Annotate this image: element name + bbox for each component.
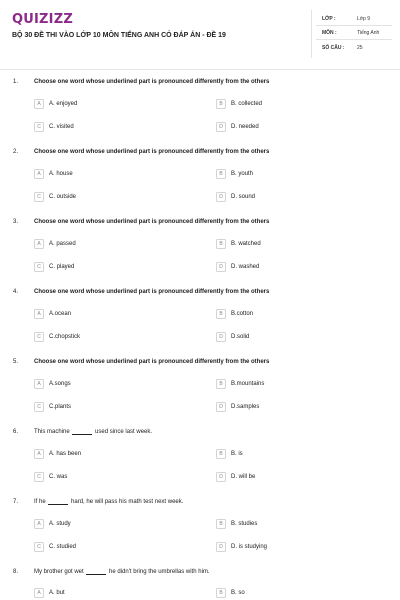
question-text: Choose one word whose underlined part is pronounced differently from the others	[34, 149, 270, 155]
option-letter: D	[216, 122, 226, 132]
option-text: B. is	[231, 450, 243, 457]
question-number: 6.	[13, 429, 19, 435]
option-letter: A	[34, 99, 44, 109]
answer-blank	[48, 499, 68, 505]
option-letter: B	[216, 309, 226, 319]
option-text: A. house	[49, 170, 73, 177]
meta-divider	[316, 39, 392, 40]
meta-subject-label: MÔN :	[322, 30, 337, 36]
meta-grade	[322, 16, 370, 22]
option-letter: B	[216, 239, 226, 249]
option-text: D. washed	[231, 263, 260, 270]
option-letter: B	[216, 169, 226, 179]
answer-blank	[86, 569, 106, 575]
option-letter: B	[216, 519, 226, 529]
option-text: D.samples	[231, 403, 260, 410]
option-letter: D	[216, 332, 226, 342]
question-text: Choose one word whose underlined part is pronounced differently from the others	[34, 359, 270, 365]
option-letter: A	[34, 309, 44, 319]
option-text: C. played	[49, 263, 75, 270]
option-text: B. studies	[231, 520, 258, 527]
option-text: C.chopstick	[49, 333, 81, 340]
question-number: 7.	[13, 499, 19, 505]
question-text: Choose one word whose underlined part is pronounced differently from the others	[34, 289, 270, 295]
option-text: B. watched	[231, 240, 261, 247]
option-text: C. visited	[49, 123, 74, 130]
option-letter: B	[216, 588, 226, 598]
question-text-before: If he	[34, 499, 46, 505]
option-letter: D	[216, 542, 226, 552]
option-text: C. outside	[49, 193, 77, 200]
option-letter: B	[216, 99, 226, 109]
question-number: 2.	[13, 149, 19, 155]
question-text: Choose one word whose underlined part is pronounced differently from the others	[34, 219, 270, 225]
option-text: D. needed	[231, 123, 259, 130]
meta-subject-value: Tiếng Anh	[357, 30, 380, 36]
option-letter: C	[34, 192, 44, 202]
meta-count-value: 25	[357, 45, 363, 51]
option-letter: A	[34, 588, 44, 598]
option-text: B. collected	[231, 100, 263, 107]
option-text: D.solid	[231, 333, 250, 340]
option-letter: C	[34, 262, 44, 272]
option-text: C. was	[49, 473, 68, 480]
quizizz-logo: QUIZIZZ	[12, 12, 73, 27]
option-text: D. sound	[231, 193, 256, 200]
question-text-before: This machine	[34, 429, 70, 435]
question-text-before: My brother got wet	[34, 569, 84, 575]
option-text: C.plants	[49, 403, 72, 410]
question-text	[34, 569, 210, 575]
worksheet-title: BỘ 30 ĐỀ THI VÀO LỚP 10 MÔN TIẾNG ANH CÓ ĐÁP ÁN - ĐỀ 19	[12, 32, 226, 39]
option-text: C. studied	[49, 543, 77, 550]
question-text-after: used since last week.	[95, 429, 153, 435]
meta-grade-label: LỚP :	[322, 16, 336, 22]
option-text: B. youth	[231, 170, 254, 177]
option-text: A.songs	[49, 380, 71, 387]
option-letter: B	[216, 379, 226, 389]
question-text	[34, 429, 152, 435]
meta-grade-value: Lớp 9	[357, 16, 371, 22]
question-text: Choose one word whose underlined part is pronounced differently from the others	[34, 79, 270, 85]
option-letter: A	[34, 239, 44, 249]
question-number: 1.	[13, 79, 19, 85]
option-letter: C	[34, 402, 44, 412]
question-text-after: hard, he will pass his math test next week.	[71, 499, 184, 505]
question-number: 4.	[13, 289, 19, 295]
question-number: 5.	[13, 359, 19, 365]
option-letter: A	[34, 519, 44, 529]
option-text: B.cotton	[231, 310, 254, 317]
meta-count	[322, 45, 363, 51]
option-letter: D	[216, 472, 226, 482]
answer-blank	[72, 429, 92, 435]
worksheet-header	[0, 0, 400, 72]
option-letter: C	[34, 332, 44, 342]
option-text: B. so	[231, 589, 245, 596]
option-text: D. will be	[231, 473, 256, 480]
option-letter: D	[216, 402, 226, 412]
option-text: B.mountains	[231, 380, 265, 387]
option-text: A.ocean	[49, 310, 72, 317]
question-number: 3.	[13, 219, 19, 225]
option-letter: A	[34, 379, 44, 389]
option-text: A. study	[49, 520, 71, 527]
option-letter: B	[216, 449, 226, 459]
option-text: D. is studying	[231, 543, 268, 550]
option-letter: D	[216, 262, 226, 272]
question-text-after: he didn't bring the umbrellas with him.	[109, 569, 210, 575]
question-text	[34, 499, 183, 505]
option-text: A. but	[49, 589, 65, 596]
question-number: 8.	[13, 569, 19, 575]
option-letter: C	[34, 542, 44, 552]
meta-subject	[322, 30, 379, 36]
meta-count-label: SỐ CÂU :	[322, 45, 345, 51]
option-text: A. has been	[49, 450, 82, 457]
option-letter: A	[34, 169, 44, 179]
option-letter: C	[34, 472, 44, 482]
header-divider	[0, 69, 400, 70]
option-text: A. enjoyed	[49, 100, 78, 107]
option-letter: C	[34, 122, 44, 132]
meta-divider	[316, 25, 392, 26]
option-text: A. passed	[49, 240, 76, 247]
worksheet-meta	[311, 10, 392, 58]
option-letter: D	[216, 192, 226, 202]
option-letter: A	[34, 449, 44, 459]
